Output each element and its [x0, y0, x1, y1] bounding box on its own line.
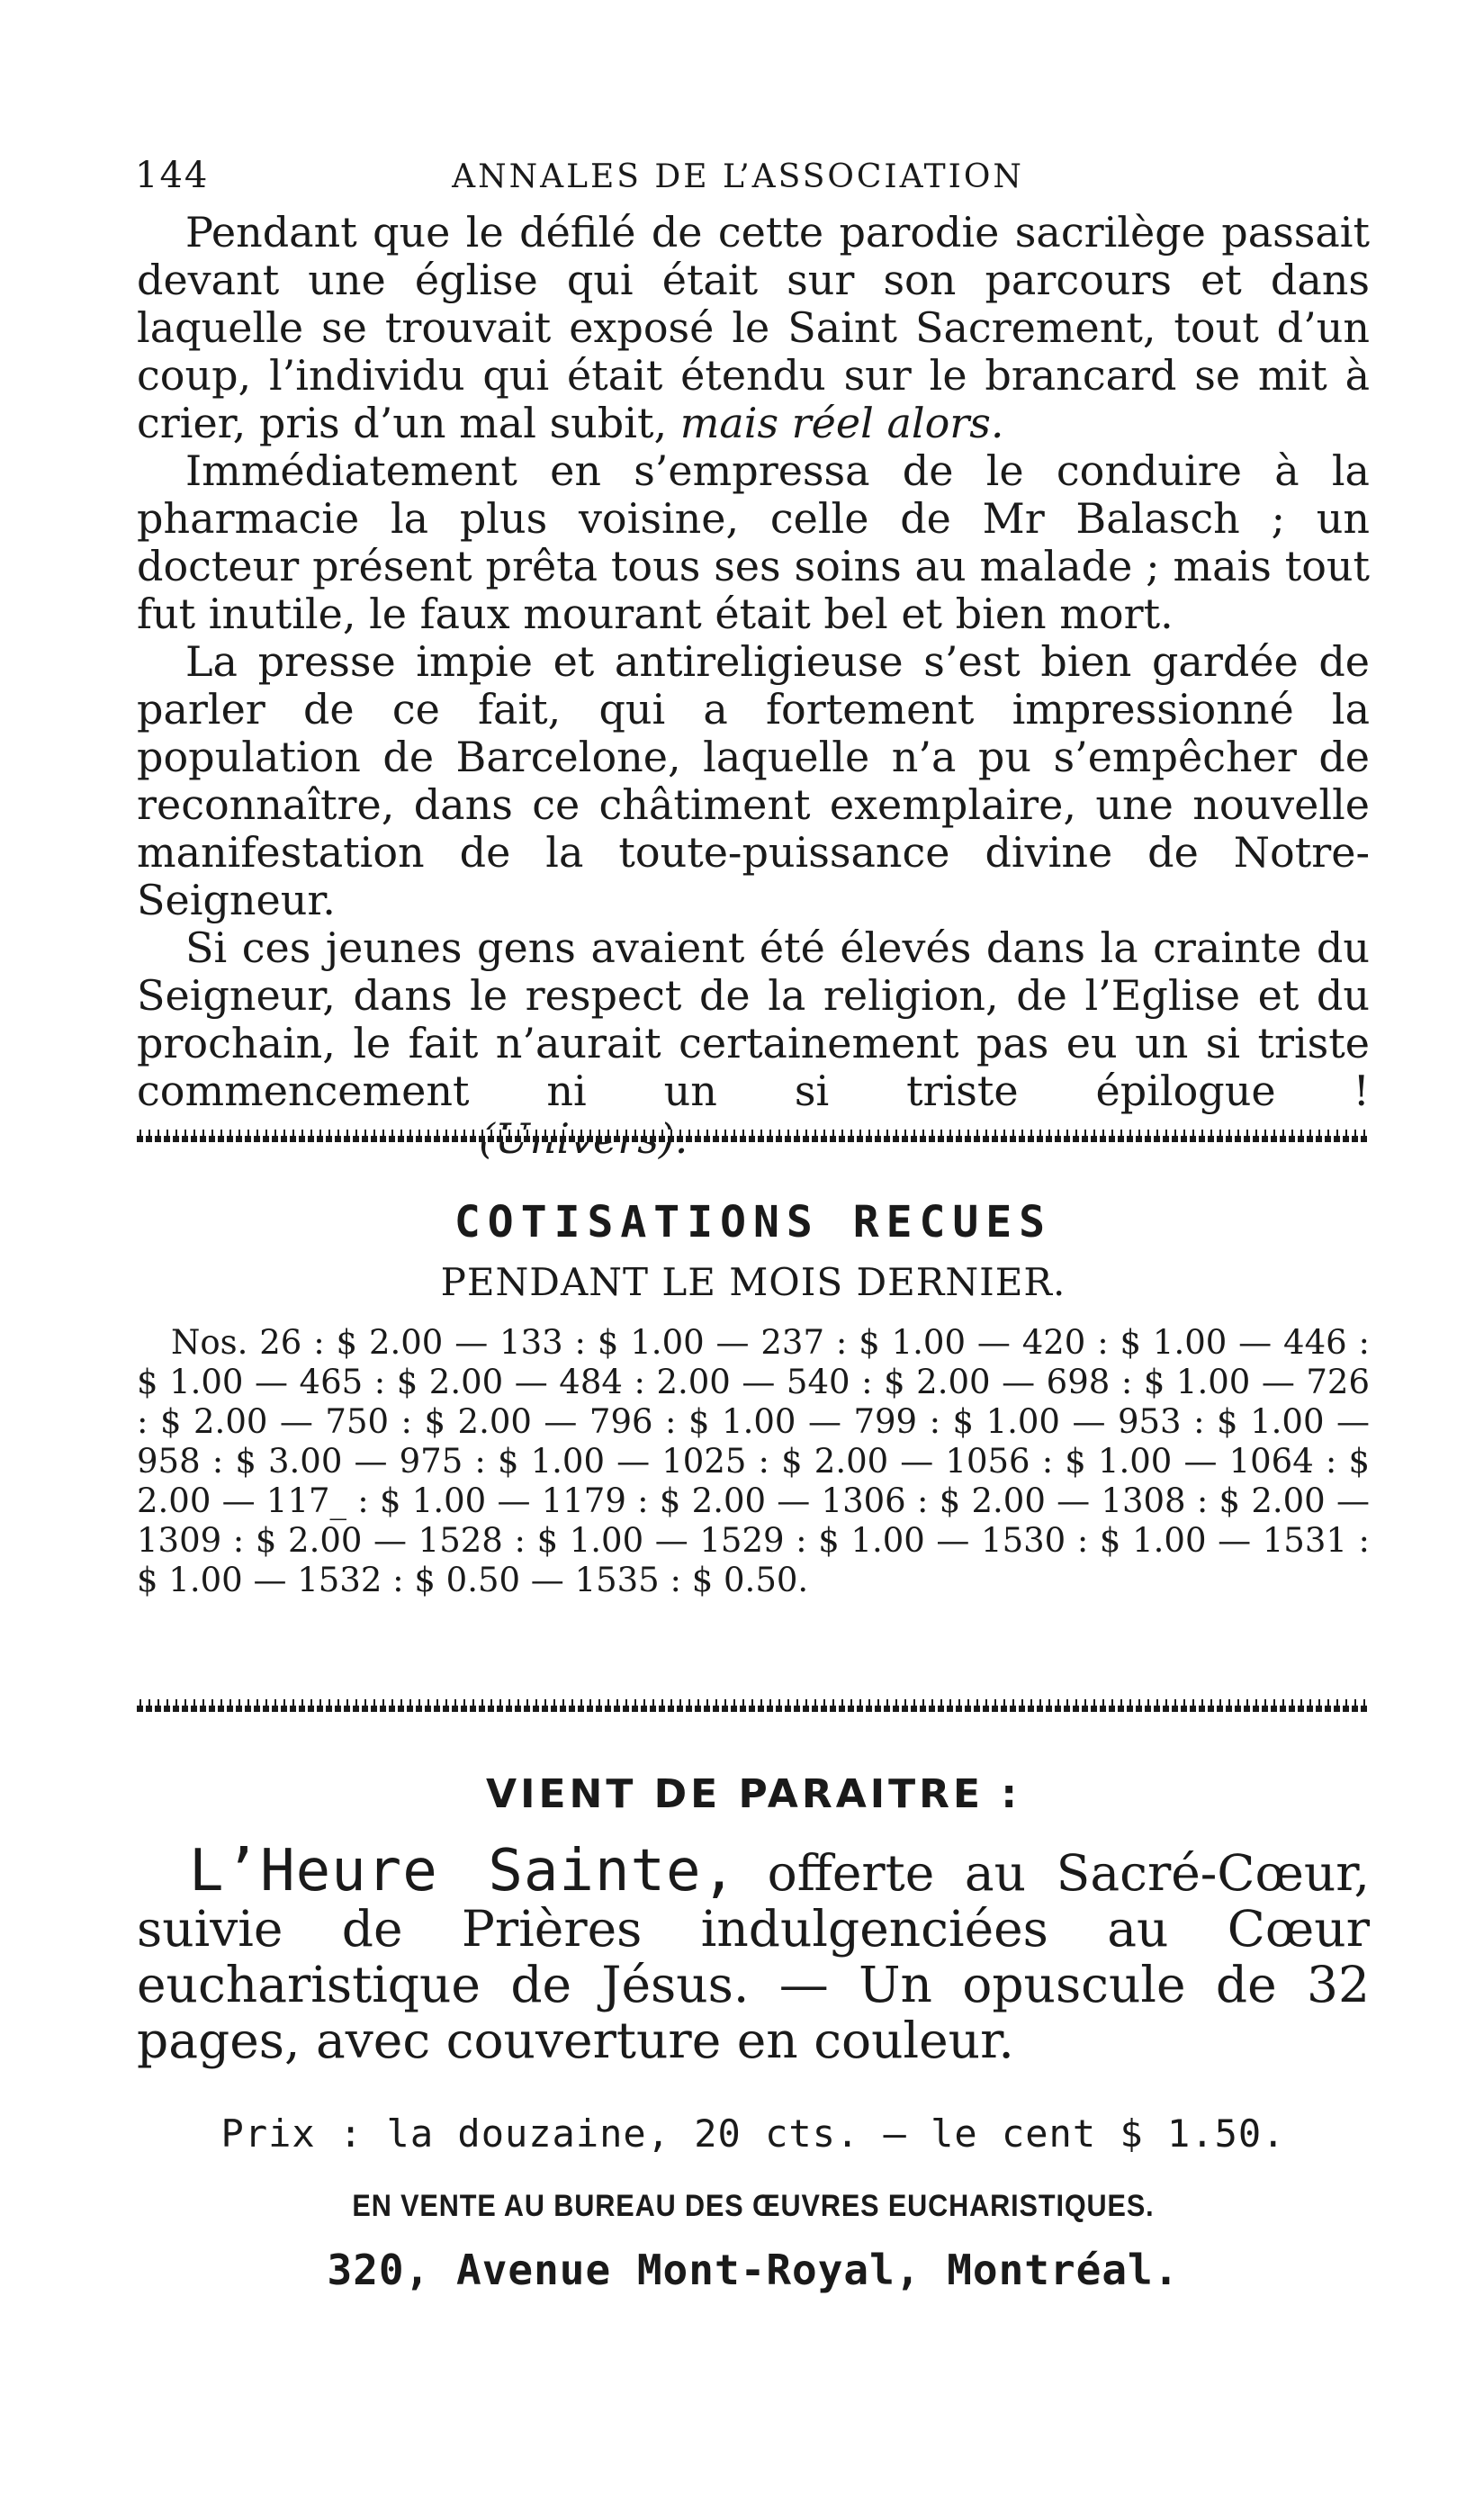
article-paragraph: Immédiatement en s’empressa de le conduire à la pharmacie la plus voisine, celle de Mr Balasch ; un docteur présent prêta tous ses soins au malade ; mais tout fut inutile, le faux mourant était bel et bien mort. — [137, 446, 1370, 638]
section-title: COTISATIONS RECUES — [454, 1197, 1053, 1247]
article-body — [137, 209, 1370, 1163]
dues-list — [137, 1323, 1370, 1600]
paragraph-text: Pendant que le défilé de cette parodie sacrilège passait devant une église qui était sur son parcours et dans laquelle se trouvait exposé le Saint Sacrement, tout d’un coup, l’individu qui était étendu sur le brancard se mit à crier, pris d’un mal subit, — [137, 208, 1370, 447]
page-header — [135, 155, 1341, 200]
section-subtitle: PENDANT LE MOIS DERNIER. — [440, 1260, 1066, 1304]
book-desc: offerte au Sacré-Cœur, suivie de Prières indulgenciées au Cœur eucharistique de Jésus. — Un opuscule de 32 pages, avec couverture en couleur. — [137, 1844, 1370, 2069]
page-number: 144 — [135, 155, 210, 196]
price-line: Prix : la douzaine, 20 cts. — le cent $ 1.50. — [220, 2111, 1286, 2156]
book-title: L’Heure Sainte, — [189, 1838, 738, 1904]
paragraph-text: Si ces jeunes gens avaient été élevés dans la crainte du Seigneur, dans le respect de la religion, de l’Eglise et du prochain, le fait n’aurait certainement pas eu un si triste commencement ni un si triste épilogue ! — [137, 923, 1370, 1115]
article-paragraph — [137, 209, 1370, 447]
announcement-heading: VIENT DE PARAITRE : — [486, 1771, 1021, 1817]
article-paragraph — [137, 924, 1370, 1163]
sale-notice: EN VENTE AU BUREAU DES ŒUVRES EUCHARISTIQUES. — [352, 2189, 1155, 2223]
ornamental-divider — [137, 1699, 1370, 1712]
article-paragraph: La presse impie et antireligieuse s’est bien gardée de parler de ce fait, qui a fortement impressionné la population de Barcelone, laquelle n’a pu s’empêcher de reconnaître, dans ce châtiment exemplaire, une nouvelle manifestation de la toute-puissance divine de Notre-Seigneur. — [137, 637, 1370, 924]
running-title: ANNALES DE L’ASSOCIATION — [452, 158, 1024, 195]
book-paragraph — [137, 1838, 1370, 2069]
address-line: 320, Avenue Mont-Royal, Montréal. — [327, 2246, 1180, 2294]
book-description — [137, 1838, 1370, 2069]
dues-text: Nos. 26 : $ 2.00 — 133 : $ 1.00 — 237 : $ 1.00 — 420 : $ 1.00 — 446 : $ 1.00 — 465 : $ 2.00 — 484 : 2.00 — 540 : $ 2.00 — 698 : $ 1.00 — 726 : $ 2.00 — 750 : $ 2.00 — 796 : $ 1.00 — 799 : $ 1.00 — 953 : $ 1.00 — 958 : $ 3.00 — 975 : $ 1.00 — 1025 : $ 2.00 — 1056 : $ 1.00 — 1064 : $ 2.00 — 117_ : $ 1.00 — 1179 : $ 2.00 — 1306 : $ 2.00 — 1308 : $ 2.00 — 1309 : $ 2.00 — 1528 : $ 1.00 — 1529 : $ 1.00 — 1530 : $ 1.00 — 1531 : $ 1.00 — 1532 : $ 0.50 — 1535 : $ 0.50. — [137, 1323, 1370, 1599]
emphasis-text: mais réel alors. — [679, 399, 1004, 447]
ornamental-divider — [137, 1130, 1370, 1142]
